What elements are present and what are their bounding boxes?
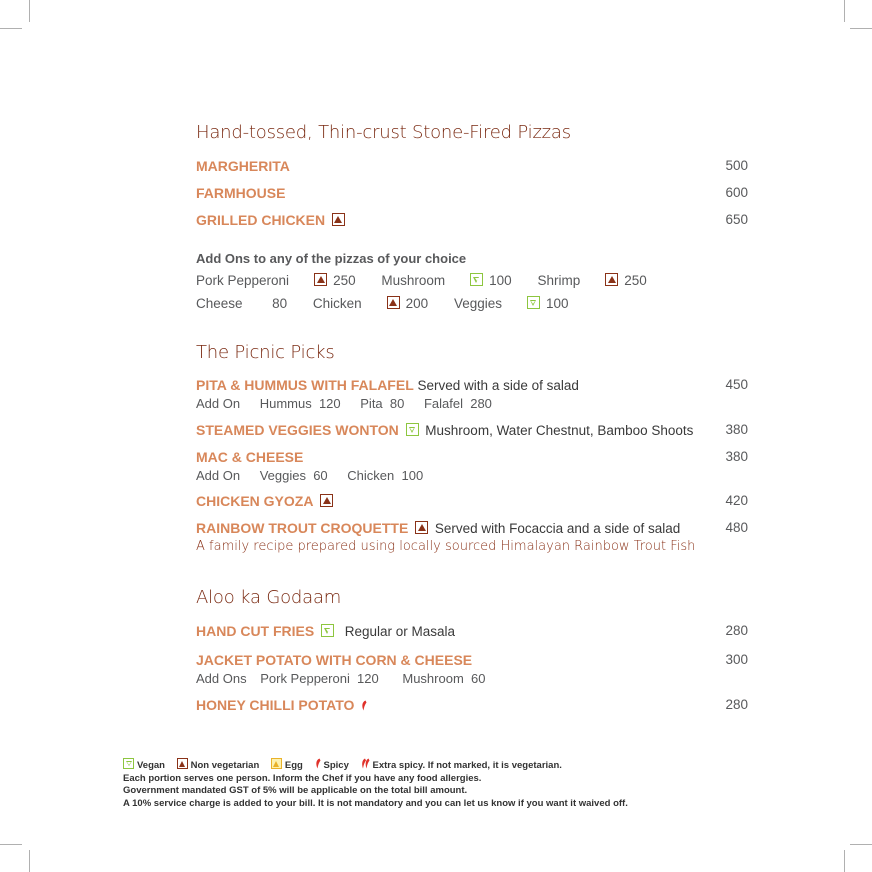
dish-price: 500 (725, 158, 748, 173)
dish-name: RAINBOW TROUT CROQUETTE (196, 520, 409, 536)
menu-item-chicken-gyoza (196, 493, 748, 510)
dish-price: 380 (725, 422, 748, 437)
addon-label: Add Ons (196, 671, 247, 686)
addon-option: Chicken 100 (347, 468, 424, 483)
addon-price: 80 (272, 296, 288, 311)
legend-non-veg: Non vegetarian (190, 760, 260, 771)
legend-note-gst: Government mandated GST of 5% will be applicable on the total bill amount. (123, 785, 468, 796)
dish-price: 450 (725, 377, 748, 392)
dish-addons (196, 468, 748, 484)
spicy-chilli-icon (361, 700, 367, 711)
addon-option: Mushroom 60 (402, 671, 486, 686)
dish-price: 300 (725, 652, 748, 667)
dish-story: A family recipe prepared using locally sourced Himalayan Rainbow Trout Fish (196, 539, 696, 554)
crop-mark-top-right (844, 0, 845, 22)
dish-name: STEAMED VEGGIES WONTON (196, 422, 399, 438)
section-title-picnic-picks: The Picnic Picks (196, 342, 335, 363)
addon-option: Pita 80 (360, 396, 405, 411)
crop-mark-bottom-left (29, 850, 30, 872)
addon-label: Add On (196, 468, 241, 483)
addon-option: Pork Pepperoni 120 (260, 671, 379, 686)
spicy-chilli-icon (315, 758, 321, 769)
extra-spicy-chilli-icon (361, 758, 370, 769)
menu-item-rainbow-trout-croquette (196, 520, 748, 555)
menu-item-steamed-veggies-wonton (196, 422, 748, 439)
crop-mark-bottom-right (844, 850, 845, 872)
legend-footer (123, 758, 628, 810)
dish-price: 600 (725, 185, 748, 200)
dish-price: 280 (725, 623, 748, 638)
addon-price: 250 (333, 273, 356, 288)
legend-note-portion: Each portion serves one person. Inform the Chef if you have any food allergies. (123, 772, 482, 784)
crop-mark-bottom-left-h (0, 844, 22, 845)
menu-item-hand-cut-fries (196, 623, 748, 640)
menu-item-pita-hummus (196, 377, 748, 412)
menu-item-honey-chilli-potato (196, 697, 748, 714)
crop-mark-bottom-right-h (850, 844, 872, 845)
dish-name: MAC & CHEESE (196, 449, 304, 465)
dish-name: GRILLED CHICKEN (196, 212, 326, 228)
non-veg-icon (387, 296, 400, 309)
addon-price: 250 (624, 273, 647, 288)
addon-option: Falafel 280 (423, 396, 492, 411)
addon-option: Veggies 60 (259, 468, 328, 483)
non-veg-icon (177, 758, 188, 769)
legend-note-service-charge: A 10% service charge is added to your bill. It is not mandatory and you can let us know if you want it waived off. (123, 797, 628, 809)
legend-icons-line (123, 758, 628, 773)
addon-option: Hummus 120 (259, 396, 341, 411)
non-veg-icon (415, 521, 428, 534)
addons-line-1 (196, 273, 669, 288)
addon-price: 200 (405, 296, 429, 311)
dish-name: PITA & HUMMUS WITH FALAFEL (196, 377, 414, 393)
dish-price: 650 (725, 212, 748, 227)
menu-item-mac-cheese (196, 449, 748, 484)
dish-price: 420 (725, 493, 748, 508)
crop-mark-top-left (29, 0, 30, 22)
addon-name: Cheese (196, 296, 243, 311)
menu-item-grilled-chicken (196, 212, 748, 229)
vegan-icon (123, 758, 134, 769)
addon-name: Veggies (453, 296, 502, 311)
non-veg-icon (605, 273, 618, 286)
legend-vegan: Vegan (137, 760, 165, 771)
crop-mark-top-right-h (850, 28, 872, 29)
addon-label: Add On (196, 396, 241, 411)
addon-name: Mushroom (381, 273, 446, 288)
menu-item-jacket-potato (196, 652, 748, 687)
legend-extra-spicy: Extra spicy. If not marked, it is vegetarian. (372, 760, 562, 771)
dish-name: JACKET POTATO WITH CORN & CHEESE (196, 652, 473, 668)
addon-name: Pork Pepperoni (196, 273, 290, 288)
non-veg-icon (320, 494, 333, 507)
non-veg-icon (314, 273, 327, 286)
menu-item-margherita (196, 158, 748, 175)
veg-icon (321, 624, 334, 637)
addons-title: Add Ons to any of the pizzas of your choice (196, 251, 467, 266)
section-title-aloo-ka-godaam: Aloo ka Godaam (196, 587, 342, 608)
dish-description: Served with a side of salad (417, 378, 579, 393)
addon-name: Chicken (312, 296, 362, 311)
crop-mark-top-left-h (0, 28, 22, 29)
dish-description: Regular or Masala (344, 624, 456, 639)
dish-addons (196, 671, 748, 687)
section-title-pizzas: Hand-tossed, Thin-crust Stone-Fired Pizzas (196, 122, 571, 143)
dish-name: FARMHOUSE (196, 185, 286, 201)
veg-icon (406, 423, 419, 436)
dish-name: MARGHERITA (196, 158, 290, 174)
legend-egg: Egg (284, 760, 303, 771)
veg-icon (527, 296, 540, 309)
legend-spicy: Spicy (323, 760, 349, 771)
dish-name: HAND CUT FRIES (196, 623, 315, 639)
dish-name: CHICKEN GYOZA (196, 493, 314, 509)
dish-description: Mushroom, Water Chestnut, Bamboo Shoots (425, 423, 694, 438)
egg-icon (271, 758, 282, 769)
menu-item-farmhouse (196, 185, 748, 202)
addon-price: 100 (545, 296, 569, 311)
dish-price: 280 (725, 697, 748, 712)
dish-description: Served with Focaccia and a side of salad (434, 521, 681, 536)
veg-icon (470, 273, 483, 286)
dish-addons (196, 396, 748, 412)
non-veg-icon (332, 213, 345, 226)
addon-price: 100 (489, 273, 512, 288)
dish-price: 480 (725, 520, 748, 535)
dish-price: 380 (725, 449, 748, 464)
addon-name: Shrimp (537, 273, 581, 288)
dish-name: HONEY CHILLI POTATO (196, 697, 355, 713)
addons-line-2 (196, 296, 591, 311)
